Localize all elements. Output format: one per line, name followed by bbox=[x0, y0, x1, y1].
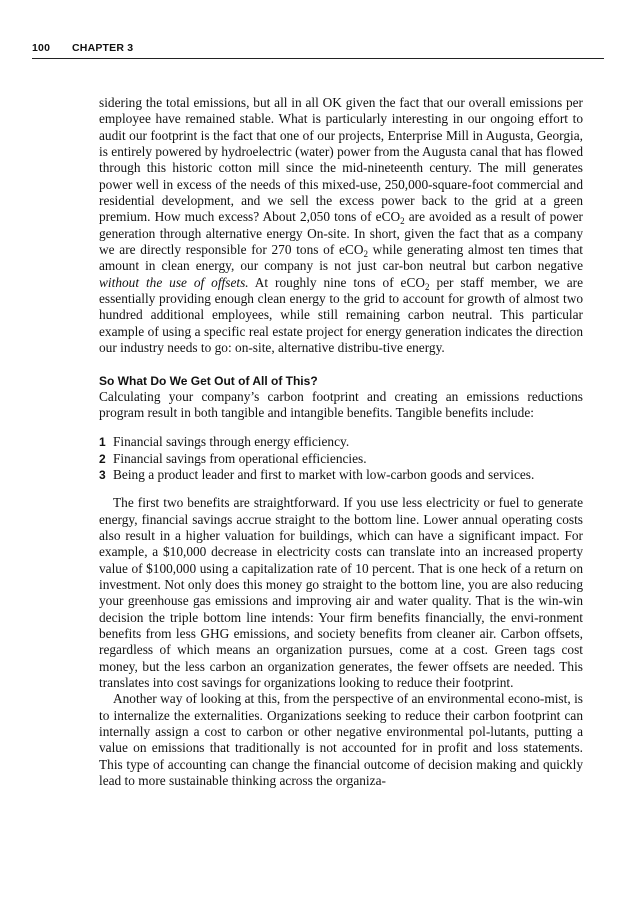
paragraph-continued: sidering the total emissions, but all in all OK given the fact that our overall emissions per employee have remained stable. What is particularly interesting in our ongoing effort to audit our footprint is the fact that one of our projects, Enterprise Mill in Augusta, Georgia, is entirely powered by hydroelectric (water) power from the Augusta canal that has flowed through this historic cotton mill since the mid-nineteenth century. The mill generates power well in excess of the needs of this mixed-use, 250,000-square-foot commercial and residential development, and we sell the excess power back to the grid at a green premium. How much excess? About 2,050 tons of eCO$_2$ are avoided as a result of power generation through alternative energy On-site. In short, given the fact that as a company we are directly responsible for 270 tons of eCO$_2$ while generating almost ten times that amount in clean energy, our company is not just car-bon neutral but carbon negative without the use of offsets. At roughly nine tons of eCO$_2$ per staff member, we are essentially providing enough clean energy to the grid to account for growth of almost two hundred additional employees, while still remaining carbon neutral. This particular example of using a specific real estate project for energy generation indicates the direction our industry needs to go: on-site, alternative distribu-tive energy. bbox=[99, 95, 583, 356]
section-heading: So What Do We Get Out of All of This? bbox=[99, 373, 318, 388]
list-item: 3 Being a product leader and first to market with low-carbon goods and services. bbox=[99, 466, 535, 482]
list-number: 1 bbox=[99, 435, 106, 450]
list-item: 1 Financial savings through energy efficiency. bbox=[99, 434, 350, 450]
benefits-list bbox=[99, 434, 583, 483]
list-number: 3 bbox=[99, 467, 106, 482]
paragraph: The first two benefits are straightforward. If you use less electricity or fuel to generate energy, financial savings accrue straight to the bottom line. Lower annual operating costs also result in a higher valuation for buildings, which can have a significant impact. For example, a $10,000 decrease in electricity costs can translate into an increased property value of $100,000 using a capitalization rate of 10 percent. That is one heck of a return on investment. Not only does this money go straight to the bottom line, you are also reducing your greenhouse gas emissions and improving air and water quality. That is the win-win decision the triple bottom line intends: Your firm benefits financially, the envi-ronment benefits from less GHG emissions, and society benefits from cleaner air. Carbon offsets, regardless of which means an organization pursues, come at a cost. Green tags cost money, but the less carbon an organization generates, the fewer offsets are needed. This translates into cost savings for organizations looking to reduce their footprint. bbox=[99, 495, 583, 690]
list-item: 2 Financial savings from operational efficiencies. bbox=[99, 450, 367, 466]
list-number: 2 bbox=[99, 451, 106, 466]
paragraph: Another way of looking at this, from the perspective of an environmental econo-mist, is to internalize the externalities. Organizations seeking to reduce their carbon footprint can internally assign a cost to carbon or other negative environmental pol-lutants, putting a value on emissions that traditionally is not accounted for in profit and loss statements. This type of accounting can change the financial outcome of decision making and quickly lead to more sustainable thinking across the organiza- bbox=[99, 691, 583, 789]
section-intro: Calculating your company’s carbon footprint and creating an emissions reductions program result in both tangible and intangible benefits. Tangible benefits include: bbox=[99, 388, 583, 420]
running-header bbox=[32, 42, 604, 59]
chapter-label: CHAPTER 3 bbox=[72, 42, 134, 54]
page-number: 100 bbox=[32, 42, 51, 54]
body-text bbox=[99, 95, 583, 789]
